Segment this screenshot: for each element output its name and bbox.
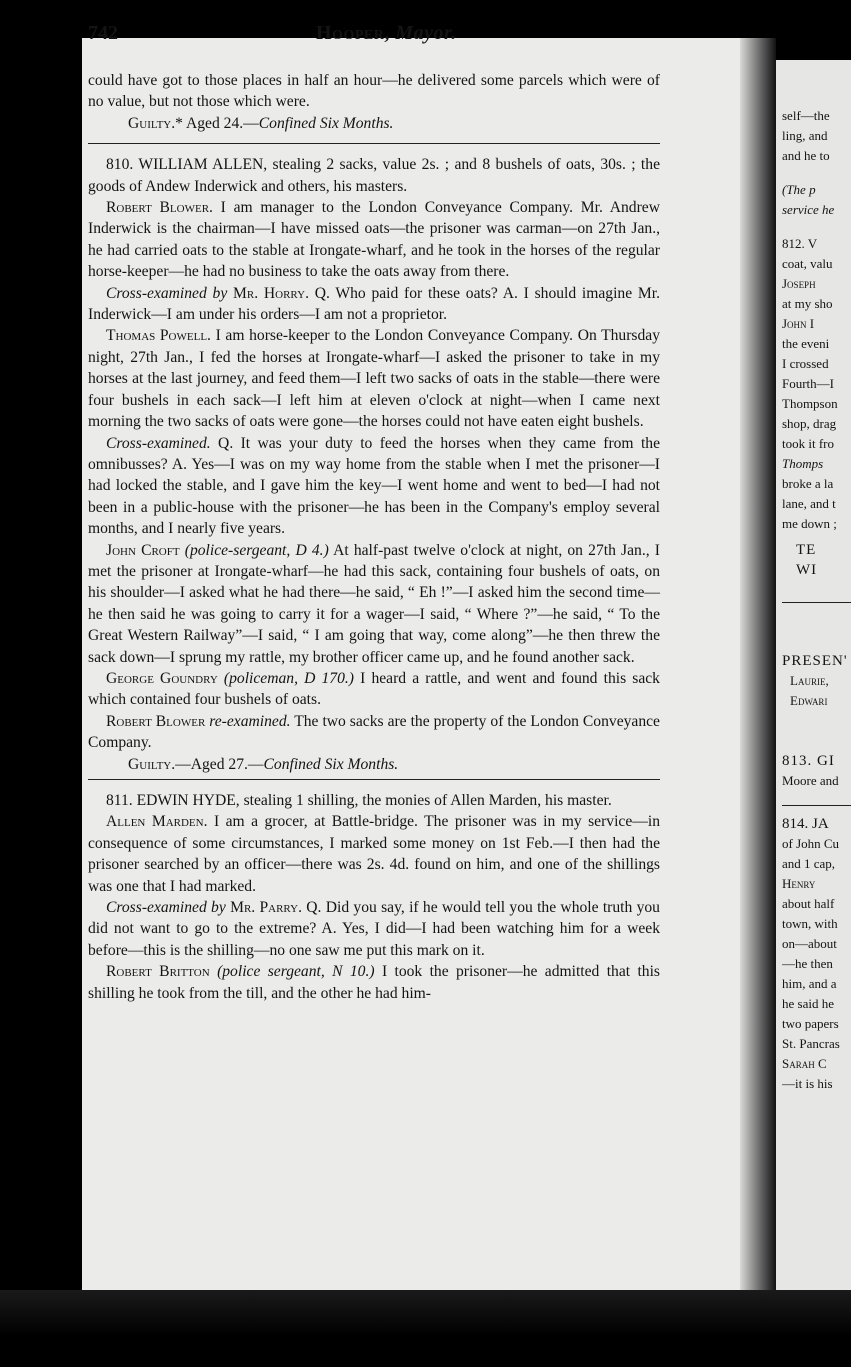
testimony: Thomas Powell. I am horse-keeper to the London Conveyance Company. On Thursday night, 27th Jan., I fed the horses at Irongate-wharf—I asked the prisoner to take in my horses at the last journey, and feed them—I left two sacks of oats in the stable—there were four bushels in each sack—I left him at eleven o'clock at night—when I came next morning the two sacks of oats were gone—the horses could not have eaten eight bushels.	[88, 327, 660, 431]
frag: Thomps	[782, 456, 824, 471]
frag: John I	[782, 316, 815, 331]
frag: Edwari	[790, 693, 828, 708]
book-gutter	[740, 38, 776, 1313]
frag: the eveni	[782, 336, 830, 351]
frag: and he to	[782, 148, 830, 163]
frag: Thompson	[782, 396, 838, 411]
frag: coat, valu	[782, 256, 833, 271]
frag: took it fro	[782, 436, 834, 451]
frag: shop, drag	[782, 416, 837, 431]
frag: Henry	[782, 876, 816, 891]
frag: about half	[782, 896, 835, 911]
frag: of John Cu	[782, 836, 840, 851]
case-divider	[88, 143, 660, 144]
frag: —he then	[782, 956, 833, 971]
frag: I crossed	[782, 356, 829, 371]
frag: Fourth—I	[782, 376, 834, 391]
testimony: Cross-examined by Mr. Parry. Q. Did you say, if he would tell you the whole truth you did not want to go to the extreme? A. Yes, I did—I had been watching him for a week before—this is the shilling—no one saw me put this mark on it.	[88, 899, 660, 959]
testimony: John Croft (police-sergeant, D 4.) At half-past twelve o'clock at night, on 27th Jan., I met the prisoner at Irongate-wharf—he had this sack, containing four bushels of oats, on his shoulder—I asked what he had there—he said, “ Eh !”—I asked him the second time—he then said he was going to carry it for a wager—I said, “ Where ?”—he said, “ To the Great Western Railway”—I said, “ I am going that way, come along”—he then threw the sack down—I sprung my rattle, my brother officer came up, and he found another sack.	[88, 541, 660, 666]
testimony: Allen Marden. I am a grocer, at Battle-bridge. The prisoner was in my service—in consequence of some circumstances, I marked some money on 1st Feb.—I then had the prisoner searched by an officer—there was 2s. 4d. found on him, and one of the shillings was one that I had marked.	[88, 813, 660, 895]
frag: WI	[796, 562, 818, 578]
frag: on—about	[782, 936, 837, 951]
scan-border-bottom	[0, 1290, 851, 1367]
right-page-fragments	[782, 60, 851, 1094]
frag: service he	[782, 202, 835, 217]
frag: me down ;	[782, 516, 837, 531]
frag: he said he	[782, 996, 834, 1011]
frag: him, and a	[782, 976, 837, 991]
frag: Laurie,	[790, 673, 829, 688]
case-811-heading: 811. EDWIN HYDE, stealing 1 shilling, the monies of Allen Marden, his master.	[106, 792, 612, 809]
frag: Sarah C	[782, 1056, 827, 1071]
frag: St. Pancras	[782, 1036, 840, 1051]
frag: lane, and t	[782, 496, 836, 511]
page-header	[88, 22, 648, 52]
frag: 814. JA	[782, 816, 829, 832]
testimony: George Goundry (policeman, D 170.) I heard a rattle, and went and found this sack which contained four bushels of oats.	[88, 669, 660, 709]
frag: Joseph	[782, 276, 816, 291]
page-number: 742	[88, 22, 118, 44]
frag: PRESEN'	[782, 653, 848, 669]
verdict: Guilty.* Aged 24.—Confined Six Months.	[128, 114, 394, 132]
frag: at my sho	[782, 296, 833, 311]
frag: town, with	[782, 916, 838, 931]
testimony: Robert Blower. I am manager to the London Conveyance Company. Mr. Andrew Inderwick is the chairman—I have missed oats—the prisoner was carman—on 27th Jan., he had carried oats to the stable at Irongate-wharf, and he took in the horses of the regular horse-keeper—he had no business to take the oats away from there.	[88, 199, 660, 281]
running-title: Hooper, Mayor.	[316, 22, 457, 44]
frag: 812. V	[782, 236, 818, 251]
case-divider	[88, 779, 660, 780]
frag: 813. GI	[782, 753, 835, 769]
testimony: Robert Britton (police sergeant, N 10.) I took the prisoner—he admitted that this shilling he took from the till, and the other he had him-	[88, 963, 660, 1002]
case-810-heading: 810. WILLIAM ALLEN, stealing 2 sacks, value 2s. ; and 8 bushels of oats, 30s. ; the goods of Andew Inderwick and others, his masters.	[88, 156, 660, 195]
frag: TE	[796, 542, 817, 558]
frag: Moore and	[782, 773, 839, 788]
frag: two papers	[782, 1016, 839, 1031]
frag: self—the	[782, 108, 830, 123]
scan-border-left	[0, 0, 82, 1367]
frag: broke a la	[782, 476, 834, 491]
frag: and 1 cap,	[782, 856, 836, 871]
page-body	[88, 70, 660, 1004]
frag: —it is his	[782, 1076, 833, 1091]
testimony: Cross-examined. Q. It was your duty to feed the horses when they came from the omnibusses? A. Yes—I was on my way home from the stable when I met the prisoner—I had locked the stable, and I gave him the key—I went home and went to bed—I had not been in a public-house with the prisoner—he has been in the Company's employ several months, and I nearly five years.	[88, 434, 660, 538]
paragraph: could have got to those places in half an hour—he delivered some parcels which were of no value, but not those which were.	[88, 72, 660, 111]
frag: ling, and	[782, 128, 828, 143]
frag: (The p	[782, 182, 816, 197]
right-page	[776, 60, 851, 1320]
verdict: Guilty.—Aged 27.—Confined Six Months.	[128, 755, 399, 773]
testimony: Robert Blower re-examined. The two sacks are the property of the London Conveyance Company.	[88, 712, 660, 752]
testimony: Cross-examined by Mr. Horry. Q. Who paid for these oats? A. I should imagine Mr. Inderwick—I am under his orders—I am not a proprietor.	[88, 284, 661, 324]
